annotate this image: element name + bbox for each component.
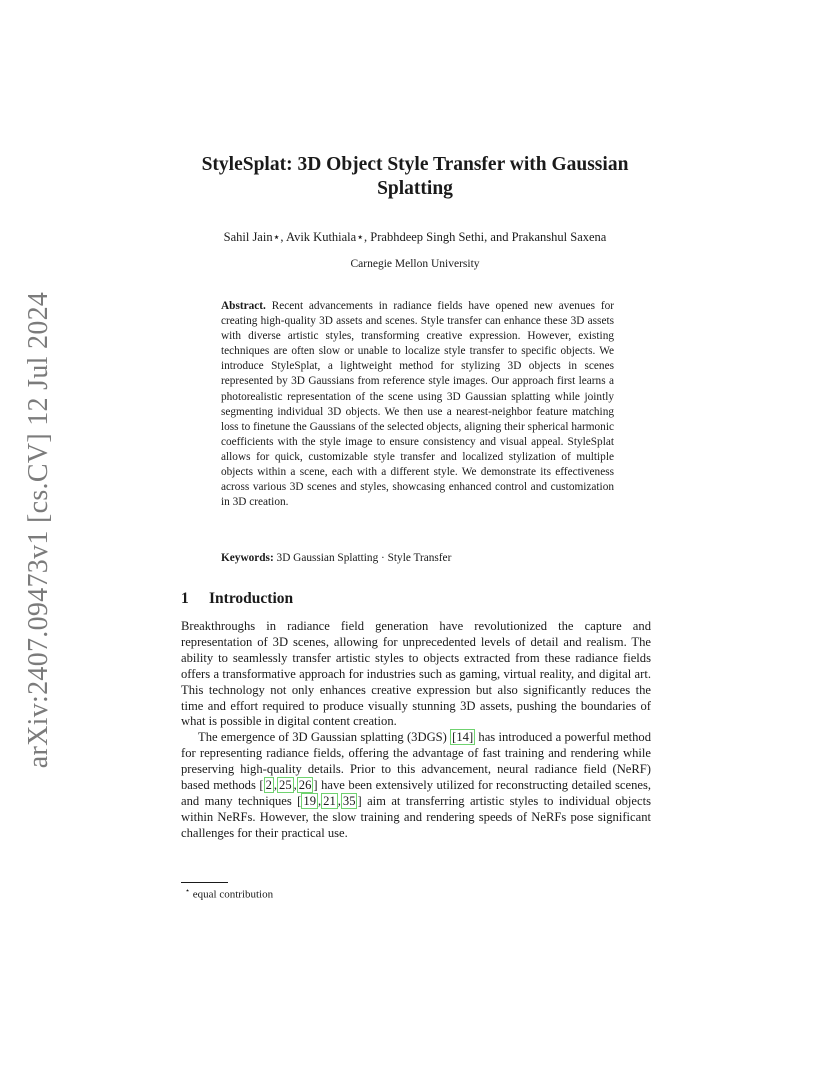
arxiv-stamp-text: arXiv:2407.09473v1 [cs.CV] 12 Jul 2024 <box>23 291 55 769</box>
abstract-label: Abstract. <box>221 300 266 312</box>
citation-link[interactable]: 26 <box>298 778 312 793</box>
footnote-mark: ⋆ <box>185 886 191 895</box>
affiliation: Carnegie Mellon University <box>350 258 480 270</box>
citation-link[interactable]: 25 <box>279 778 292 793</box>
intro-paragraph: The emergence of 3D Gaussian splatting (3DGS) [14] has introduced a powerful method for representing radiance fields, offering the advantage of fast training and rendering while preserving high-quality details. Prior to this advancement, neural radiance field (NeRF) based methods [ 2 , 25 , 26 ] have been extensively utilized for reconstructing detailed scenes, and many techniques [ 19 , 21 , 35 ] aim at transferring artistic styles to individual objects within NeRFs. However, the slow training and rendering speeds of NeRFs pose significant challenges for their practical use. <box>181 730 652 840</box>
footnote-rule <box>181 882 228 883</box>
section-number: 1 <box>181 590 189 607</box>
citation-link[interactable]: 19 <box>303 793 316 808</box>
keywords-text: 3D Gaussian Splatting · Style Transfer <box>276 552 452 564</box>
footnote-text: equal contribution <box>192 888 274 901</box>
keywords-label: Keywords: <box>221 552 274 564</box>
intro-paragraph: Breakthroughs in radiance field generation have revolutionized the capture and representation of 3D scenes, allowing for unprecedented levels of detail and realism. The ability to seamlessly transfer artistic styles to objects extracted from these radiance fields offers a transformative approach for industries such as gaming, virtual reality, and digital art. This technology not only enhances creative expression but also significantly reduces the time and effort required to produce visually stunning 3D assets, pushing the boundaries of what is possible in digital content creation. <box>181 619 651 729</box>
section-title: Introduction <box>209 590 294 607</box>
abstract <box>221 299 614 510</box>
keywords <box>221 552 614 564</box>
arxiv-stamp <box>17 291 61 769</box>
author-list: Sahil Jain⋆, Avik Kuthiala⋆, Prabhdeep Singh Sethi, and Prakanshul Saxena <box>223 230 607 244</box>
citation-link[interactable]: 2 <box>265 778 272 793</box>
section-heading <box>181 590 293 608</box>
citation-link[interactable]: 35 <box>342 793 356 808</box>
citation-link[interactable]: 21 <box>323 793 336 808</box>
footnote <box>185 886 273 901</box>
citation-link[interactable]: [14] <box>452 730 474 745</box>
introduction-body <box>181 619 651 842</box>
paper-title: StyleSplat: 3D Object Style Transfer with Gaussian Splatting <box>201 154 629 199</box>
abstract-text: Recent advancements in radiance fields have opened new avenues for creating high-quality 3D assets and scenes. Style transfer can enhance these 3D assets with diverse artistic styles, transforming creative expression. However, existing techniques are often slow or unable to localize style transfer to specific objects. We introduce StyleSplat, a lightweight method for stylizing 3D objects in scenes represented by 3D Gaussians from reference style images. Our approach first learns a photorealistic representation of the scene using 3D Gaussian splatting while jointly segmenting individual 3D objects. We then use a nearest-neighbor feature matching loss to finetune the Gaussians of the selected objects, aligning their spherical harmonic coefficients with the style image to ensure consistency and visual appeal. StyleSplat allows for quick, customizable style transfer and localized stylization of multiple objects within a scene, each with a different style. We demonstrate its effectiveness across various 3D scenes and styles, showcasing enhanced control and customization in 3D creation. <box>221 300 615 509</box>
